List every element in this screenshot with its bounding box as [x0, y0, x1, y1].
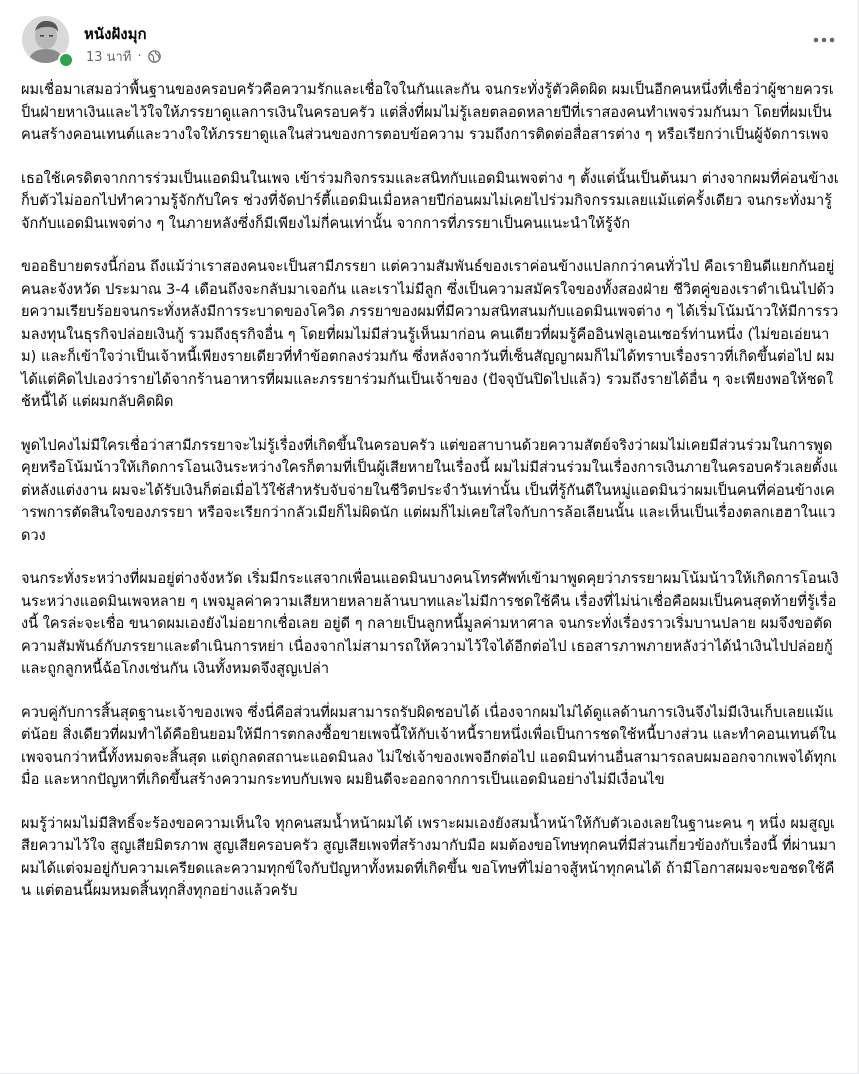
online-status-dot	[58, 52, 74, 68]
more-horizontal-icon	[813, 37, 835, 43]
post-header	[0, 0, 858, 75]
post-paragraph: ควบคู่กับการสิ้นสุดฐานะเจ้าของเพจ ซึ่งนี่คือส่วนที่ผมสามารถรับผิดชอบได้ เนื่องจากผมไม่ได้ดูแลด้านการเงินจึงไม่มีเงินเก็บเลยแม้แต่น้อย สิ่งเดียวที่ผมทำได้คือยินยอมให้มีการตกลงซื้อขายเพจนี้ให้กับเจ้าหนี้รายหนึ่งเพื่อเป็นการชดใช้หนี้บางส่วน และทำคอนเทนต์ในเพจจนกว่าหนี้ทั้งหมดจะสิ้นสุด แต่ถูกลดสถานะแอดมินลง ไม่ใช่เจ้าของเพจอีกต่อไป แอดมินท่านอื่นสามารถลบผมออกจากเพจได้ทุกเมื่อ และหากปัญหาที่เกิดขึ้นสร้างความกระทบกับเพจ ผมยินดีจะออกจากการเป็นแอดมินอย่างไม่มีเงื่อนไข	[21, 703, 837, 788]
post-paragraph: ขออธิบายตรงนี้ก่อน ถึงแม้ว่าเราสองคนจะเป็นสามีภรรยา แต่ความสัมพันธ์ของเราค่อนข้างแปลกกว่าคนทั่วไป คือเรายินดีแยกกันอยู่คนละจังหวัด ประมาณ 3-4 เดือนถึงจะกลับมาเจอกัน และเราไม่มีลูก ซึ่งเป็นความสมัครใจของทั้งสองฝ่าย ชีวิตคู่ของเราดำเนินไปด้วยความเรียบร้อยจนกระทั่งหลังมีการระบาดของโควิด ภรรยาของผมที่มีความสนิทสนมกับแอดมินเพจต่าง ๆ ได้เริ่มโน้มน้าวให้มีการรวมลงทุนในธุรกิจปล่อยเงินกู้ รวมถึงธุรกิจอื่น ๆ โดยที่ผมไม่มีส่วนรู้เห็นมาก่อน คนเดียวที่ผมรู้คืออินฟลูเอนเซอร์ท่านหนึ่ง (ไม่ขอเอ่ยนาม) และก็เข้าใจว่าเป็นเจ้าหนี้เพียงรายเดียวที่ทำข้อตกลงร่วมกัน ซึ่งหลังจากวันที่เซ็นสัญญาผมก็ไม่ได้ทราบเรื่องราวที่เกิดขึ้นต่อไป ผมได้แต่คิดไปเองว่ารายได้จากร้านอาหารที่ผมและภรรยาร่วมกันเป็นเจ้าของ (ปัจจุบันปิดไปแล้ว) รวมถึงรายได้อื่น ๆ จะเพียงพอให้ชดใช้หนี้ได้ แต่ผมกลับคิดผิด	[21, 258, 839, 410]
post-timestamp[interactable]: 13 นาที	[86, 50, 132, 65]
post-paragraph: ผมรู้ว่าผมไม่มีสิทธิ์จะร้องขอความเห็นใจ ทุกคนสมน้ำหน้าผมได้ เพราะผมเองยังสมน้ำหน้าให้กับตัวเองเลยในฐานะคน ๆ หนึ่ง ผมสูญเสียความไว้ใจ สูญเสียมิตรภาพ สูญเสียครอบครัว สูญเสียเพจที่สร้างมากับมือ ผมต้องขอโทษทุกคนที่มีส่วนเกี่ยวข้องกับเรื่องนี้ ที่ผ่านมาผมได้แต่จมอยู่กับความเครียดและความทุกข์ใจกับปัญหาทั้งหมดที่เกิดขึ้น ขอโทษที่ไม่อาจสู้หน้าทุกคนได้ ถ้ามีโอกาสผมจะขอชดใช้คืน แต่ตอนนี้ผมหมดสิ้นทุกสิ่งทุกอย่างแล้วครับ	[21, 814, 837, 899]
post-paragraph: จนกระทั่งระหว่างที่ผมอยู่ต่างจังหวัด เริ่มมีกระแสจากเพื่อนแอดมินบางคนโทรศัพท์เข้ามาพูดคุยว่าภรรยาผมโน้มน้าวให้เกิดการโอนเงินระหว่างแอดมินเพจหลาย ๆ เพจมูลค่าความเสียหายหลายล้านบาทและไม่มีการชดใช้คืน เรื่องที่ไม่น่าเชื่อคือผมเป็นคนสุดท้ายที่รู้เรื่องนี้ ใครล่ะจะเชื่อ ขนาดผมเองยังไม่อยากเชื่อเลย อยู่ดี ๆ กลายเป็นลูกหนี้มูลค่ามหาศาล จนกระทั่งเรื่องราวเริ่มบานปลาย ผมจึงขอตัดความสัมพันธ์กับภรรยาและดำเนินการหย่า เนื่องจากไม่สามารถให้ความไว้ใจได้อีกต่อไป เธอสารภาพภายหลังว่าได้นำเงินไปปล่อยกู้และถูกลูกหนี้ฉ้อโกงเช่นกัน เงินทั้งหมดจึงสูญเปล่า	[21, 570, 839, 677]
post-paragraph: ผมเชื่อมาเสมอว่าพื้นฐานของครอบครัวคือความรักและเชื่อใจในกันและกัน จนกระทั่งรู้ตัวคิดผิด ผมเป็นอีกคนหนึ่งที่เชื่อว่าผู้ชายควรเป็นฝ่ายหาเงินและไว้ใจให้ภรรยาดูแลการเงินในครอบครัว แต่สิ่งที่ผมไม่รู้เลยตลอดหลายปีที่เราสองคนทำเพจร่วมกันมา โดยที่ผมเป็นคนสร้างคอนเทนต์และวางใจให้ภรรยาดูแลในส่วนของการตอบข้อความ รวมถึงการติดต่อสื่อสารต่าง ๆ หรือเรียกว่าเป็นผู้จัดการเพจ	[21, 81, 834, 143]
post-meta	[86, 46, 161, 67]
globe-icon[interactable]	[148, 50, 161, 63]
post-paragraph: พูดไปคงไม่มีใครเชื่อว่าสามีภรรยาจะไม่รู้เรื่องที่เกิดขึ้นในครอบครัว แต่ขอสาบานด้วยความสัตย์จริงว่าผมไม่เคยมีส่วนร่วมในการพูดคุยหรือโน้มน้าวให้เกิดการโอนเงินระหว่างใครก็ตามที่เป็นผู้เสียหายในเรื่องนี้ ผมไม่มีส่วนร่วมในเรื่องการเงินภายในครอบครัวเลยตั้งแต่หลังแต่งงาน ผมจะได้รับเงินก็ต่อเมื่อไว้ใช้สำหรับจับจ่ายในชีวิตประจำวันเท่านั้น เป็นที่รู้กันดีในหมู่แอดมินว่าผมเป็นคนที่ค่อนข้างเคารพการตัดสินใจของภรรยา หรือจะเรียกว่ากลัวเมียก็ไม่ผิดนัก แต่ผมก็ไม่เคยใส่ใจกับการล้อเลียนนั้น และเห็นเป็นเรื่องตลกเฮฮาในแวดวง	[21, 436, 838, 544]
meta-separator: ·	[137, 49, 142, 64]
author-name[interactable]: หนังฝังมุก	[84, 25, 147, 43]
post-paragraph: เธอใช้เครดิตจากการร่วมเป็นแอดมินในเพจ เข้าร่วมกิจกรรมและสนิทกับแอดมินเพจต่าง ๆ ตั้งแต่นั้นเป็นต้นมา ต่างจากผมที่ค่อนข้างเก็บตัวไม่ออกไปทำความรู้จักกับใคร ช่วงที่จัดปาร์ตี้แอดมินเมื่อหลายปีก่อนผมไม่เคยไปร่วมกิจกรรมเลยแม้แต่ครั้งเดียว จนกระทั่งมารู้จักกับแอดมินเพจต่าง ๆ ในภายหลังซึ่งก็มีเพียงไม่กี่คนเท่านั้น จากการที่ภรรยาเป็นคนแนะนำให้รู้จัก	[21, 169, 839, 232]
post-body	[21, 79, 840, 924]
more-options-button[interactable]	[806, 22, 842, 58]
